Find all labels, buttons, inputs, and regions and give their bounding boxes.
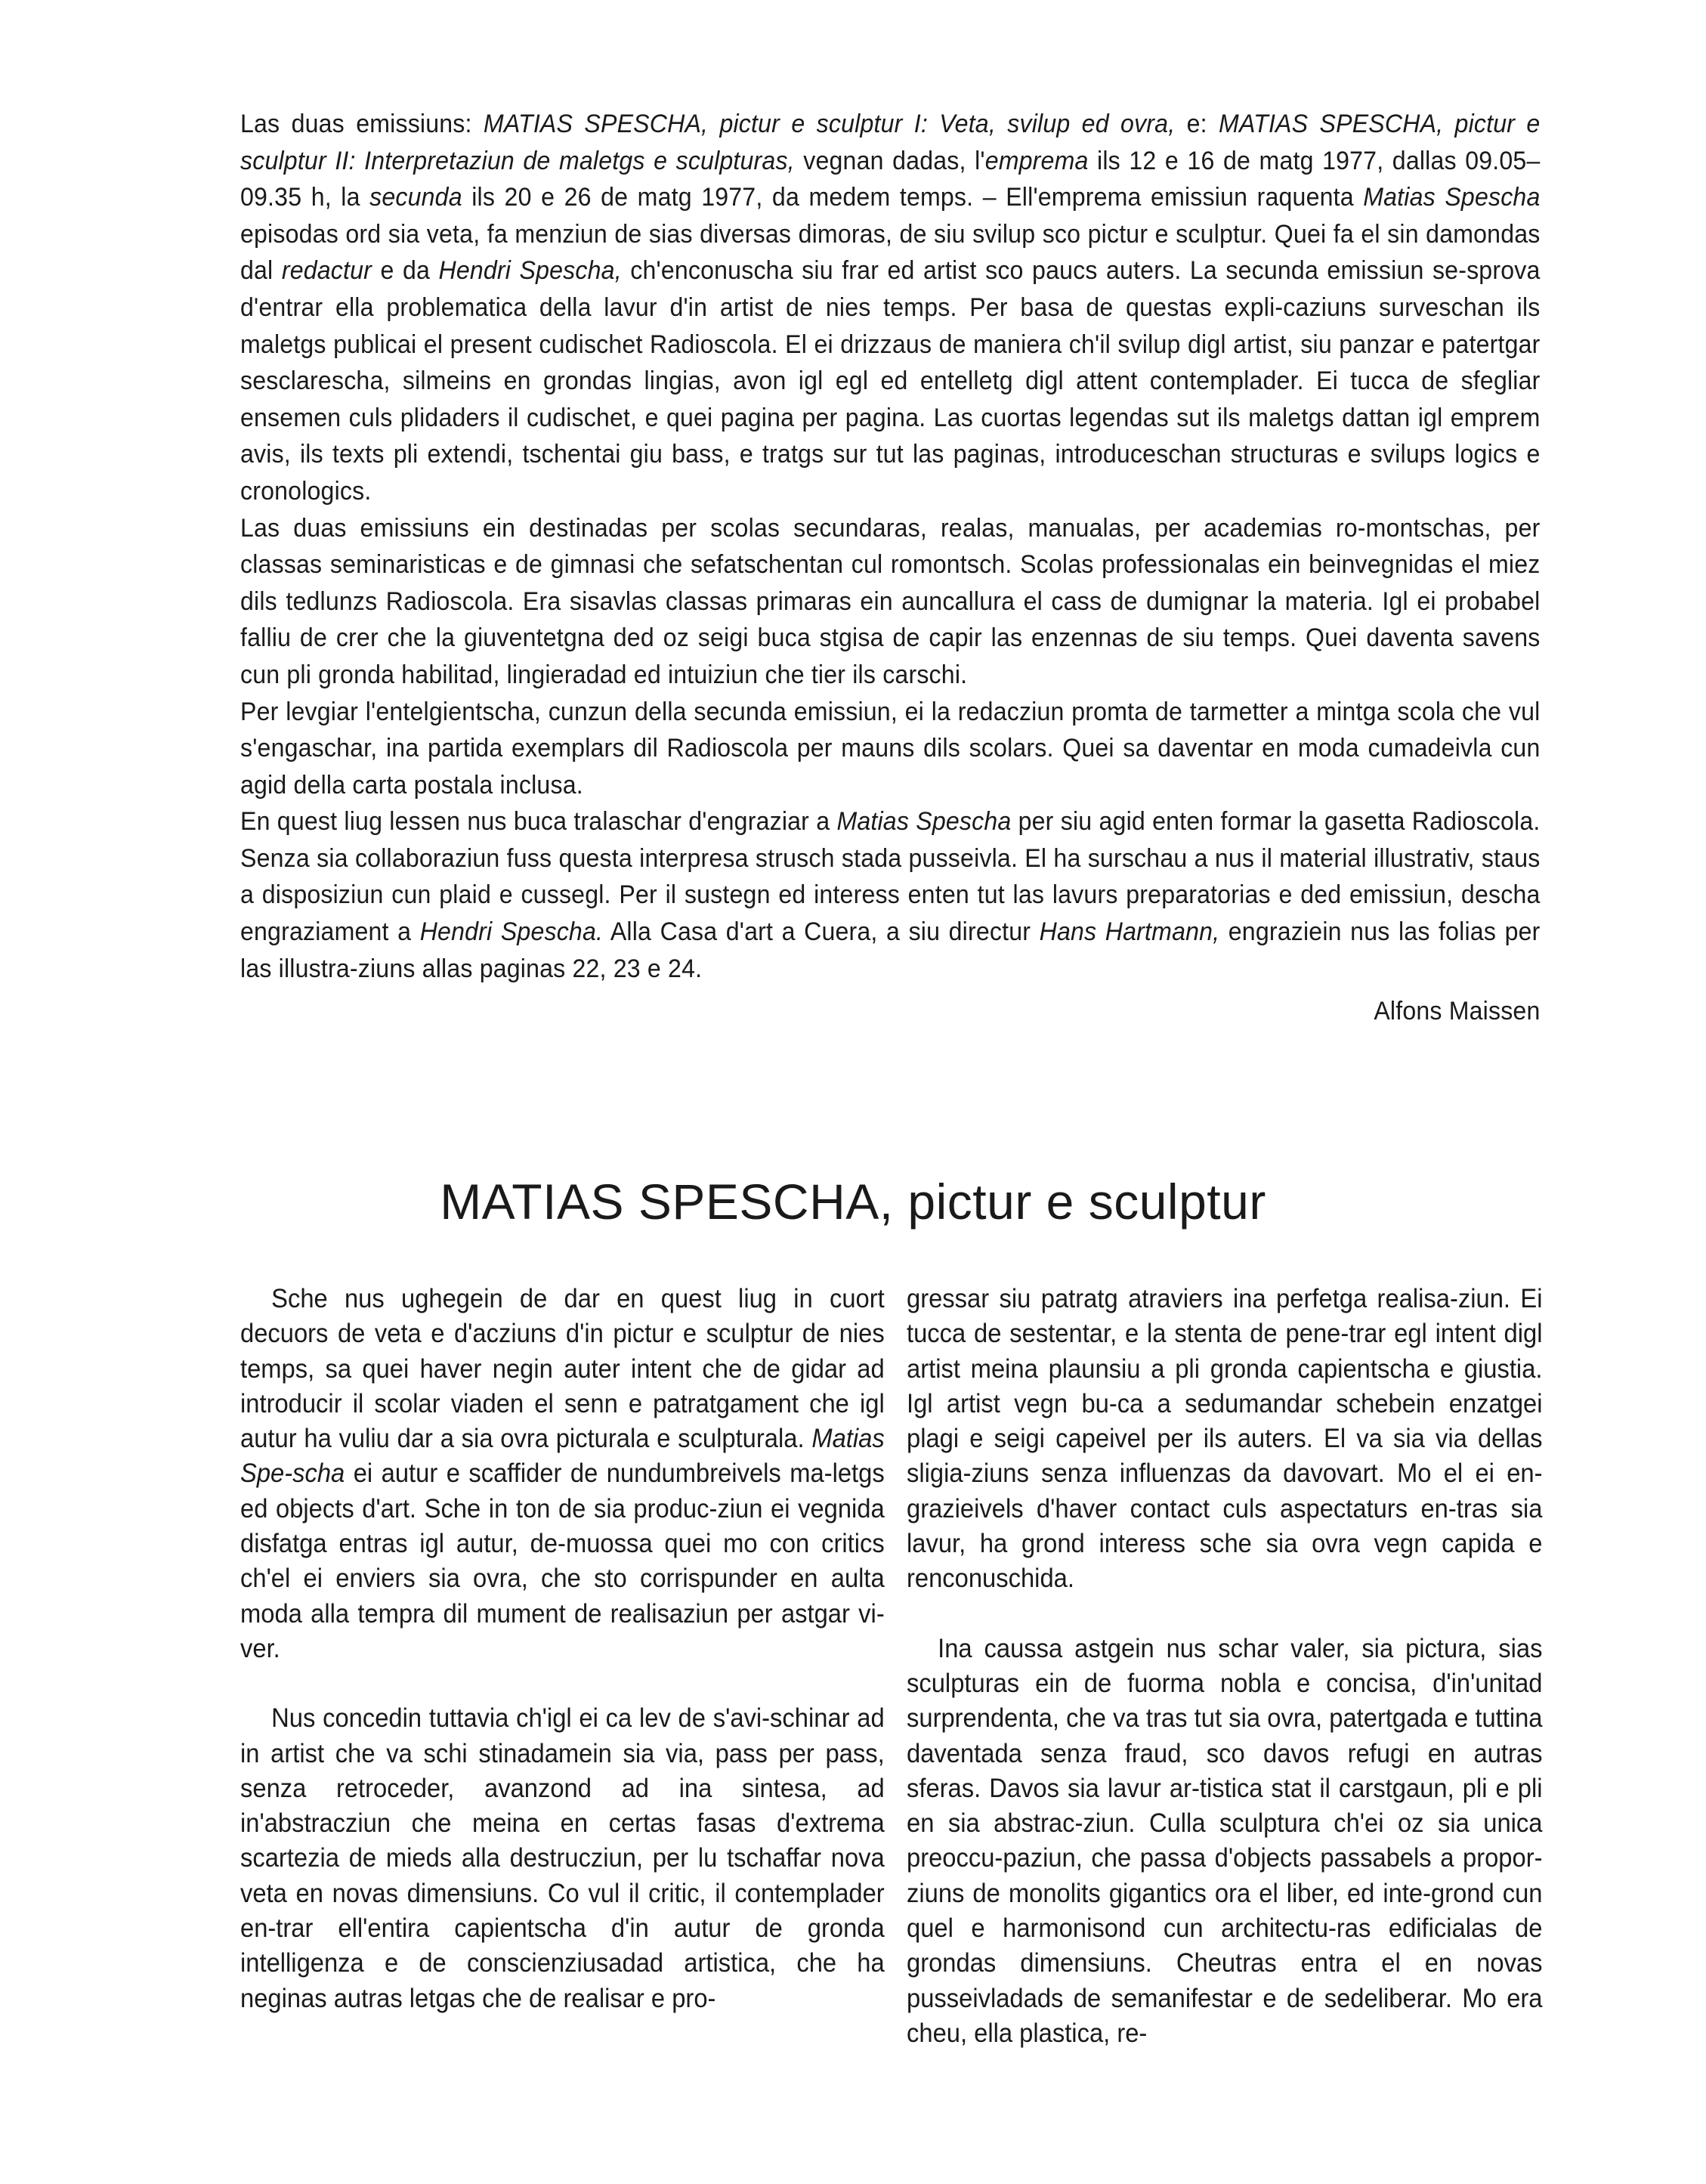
left-paragraph-2 [240,1701,885,2016]
body-text: Alla Casa d'art a Cuera, a siu directur [603,917,1040,947]
body-text: ils 12 e 16 de matg 1977, dallas 09.05–09.35 h, la [240,146,1541,212]
intro-paragraph-1 [240,106,1541,510]
article-title: MATIAS SPESCHA, pictur e sculptur [440,1174,1266,1230]
italic-text: secunda [369,183,462,212]
italic-text: emprema [984,146,1089,175]
italic-text: Matias Spescha [836,807,1012,837]
right-paragraph-2 [907,1632,1543,2052]
body-text: ch'enconuscha siu frar ed artist sco paucs auters. La secunda emissiun se-sprova d'entrar ella problematica della lavur d'in artist de nies temps. Per basa de questas expli-caziuns surveschan ils maletgs publicai el present cudischet Radioscola. El ei drizzaus de maniera ch'il svilup digl artist, siu panzar e patertgar sesclarescha, silmeins en grondas lingias, avon igl egl ed entelletg digl attent contemplader. Ei tucca de sfegliar ensemen culs plidaders il cudischet, e quei pagina per pagina. Las cuortas legendas sut ils maletgs dattan igl emprem avis, ils texts pli extendi, tschentai giu bass, e tratgs sur tut las paginas, introduceschan structuras e svilups logics e cronologics. [240,256,1541,506]
body-text: Nus concedin tuttavia ch'igl ei ca lev de s'avi-schinar ad in artist che va schi stinadamein sia via, pass per pass, senza retroceder, avanzond ad ina sintesa, ad in'abstracziun che meina en certas fasas d'extrema scartezia de mieds alla destrucziun, per lu tschaffar nova veta en novas dimensiuns. Co vul il critic, il contemplader en-trar ell'entira capientscha d'in autur de gronda intelligenza e de conscienziusadad artistica, che ha neginas autras letgas che de realisar e pro- [240,1703,885,2013]
italic-text: Matias Spescha [1363,183,1541,212]
article-column-left [240,1282,885,2016]
left-paragraph-1 [240,1282,885,1666]
body-text: Sche nus ughegein de dar en quest liug in cuort decuors de veta e d'acziuns d'in pictur e sculptur de nies temps, sa quei haver negin auter intent che de gidar ad introducir il scolar viaden el senn e patratgament che igl autur ha vuliu dar a sia ovra picturala e sculpturala. [240,1284,885,1454]
intro-paragraph-3 [240,694,1541,804]
body-text: En quest liug lessen nus buca tralaschar d'engraziar a [240,807,837,837]
intro-paragraph-2 [240,510,1541,694]
body-text: Per levgiar l'entelgientscha, cunzun della secunda emissiun, ei la redacziun promta de tarmetter a mintga scola che vul s'engaschar, ina partida exemplars dil Radioscola per mauns dils scolars. Quei sa daventar en moda cumadeivla cun agid della carta postala inclusa. [240,697,1541,800]
body-text: Las duas emissiuns: [240,110,484,138]
body-text: gressar siu patratg atraviers ina perfetga realisa-ziun. Ei tucca de sestentar, e la stenta de pene-trar egl intent digl artist meina plaunsiu a pli gronda capientscha e giustia. Igl artist vegn bu-ca a sedumandar schebein enzatgei plagi e seigi capeivel per ils auters. El va sia via dellas sligia-ziuns senza influenzas da davovart. Mo el ei en-grazieivels d'haver contact culs aspectaturs en-tras sia lavur, ha grond interess sche sia ovra vegn capida e renconuschida. [907,1284,1543,1594]
italic-text: redactur [281,256,372,286]
body-text: e da [372,256,439,286]
author-signature: Alfons Maissen [1374,997,1541,1026]
italic-text: Matias Spe-scha [240,1424,885,1489]
body-text: vegnan dadas, l' [794,146,985,175]
right-paragraph-1 [907,1282,1543,1597]
body-text: ei autur e scaffider de nundumbreivels ma-letgs ed objects d'art. Sche in ton de sia produc-ziun ei vegnida disfatga entras igl autur, de-muossa quei mo con critics ch'el ei enviers sia ovra, che sto corrispunder en aulta moda alla tempra dil mument de realisaziun per astgar vi-ver. [240,1459,885,1663]
body-text: Ina caussa astgein nus schar valer, sia pictura, sias sculpturas ein de fuorma nobla e concisa, d'in'unitad surprendenta, che va tras tut sia ovra, patertgada e tuttina daventada senza fraud, sco davos refugi en autras sferas. Davos sia lavur ar-tistica stat il carstgaun, pli e pli en sia abstrac-ziun. Culla sculptura ch'ei oz sia unica preoccu-paziun, che passa d'objects passabels a propor-ziuns de monolits gigantics ora el liber, ed inte-grond cun quel e harmonisond cun architectu-ras edificialas de grondas dimensiuns. Cheutras entra el en novas pusseivladads de semanifestar e de sedeliberar. Mo era cheu, ella plastica, re- [907,1633,1543,2048]
body-text: Las duas emissiuns ein destinadas per scolas secundaras, realas, manualas, per academias ro-montschas, per classas seminaristicas e de gimnasi che sefatschentan cul romontsch. Scolas professionalas ein beinvegnidas el miez dils tedlunzs Radioscola. Era sisavlas classas primaras ein auncallura el cass de dumignar la materia. Igl ei probabel falliu de crer che la giuventetgna ded oz seigi buca stgisa de capir las enzennas de siu temps. Quei daventa savens cun pli gronda habilitad, lingieradad ed intuiziun che tier ils carschi. [240,513,1541,689]
italic-text: Hans Hartmann, [1039,917,1220,947]
body-text: e: [1175,110,1219,138]
intro-section [240,106,1541,1030]
intro-paragraph-4 [240,803,1541,987]
body-text: engraziein nus las folias per las illustra-ziuns allas paginas 22, 23 e 24. [240,917,1541,983]
italic-text: Hendri Spescha, [438,256,622,286]
article-column-right [907,1282,1543,2051]
italic-text: MATIAS SPESCHA, pictur e sculptur II: Interpretaziun de maletgs e sculpturas, [240,110,1541,175]
italic-text: MATIAS SPESCHA, pictur e sculptur I: Veta, svilup ed ovra, [483,110,1176,138]
body-text: per siu agid enten formar la gasetta Radioscola. Senza sia collaboraziun fuss questa interpresa strusch stada pusseivla. El ha surschau a nus il material illustrativ, staus a disposiziun cun plaid e cussegl. Per il sustegn ed interess enten tut las lavurs preparatorias e ded emissiun, descha engraziament a [240,807,1541,947]
body-text: episodas ord sia veta, fa menziun de sias diversas dimoras, de siu svilup sco pictur e sculptur. Quei fa el sin damondas dal [240,219,1541,286]
body-text: ils 20 e 26 de matg 1977, da medem temps. – Ell'emprema emissiun raquenta [462,183,1364,212]
italic-text: Hendri Spescha. [419,917,604,947]
